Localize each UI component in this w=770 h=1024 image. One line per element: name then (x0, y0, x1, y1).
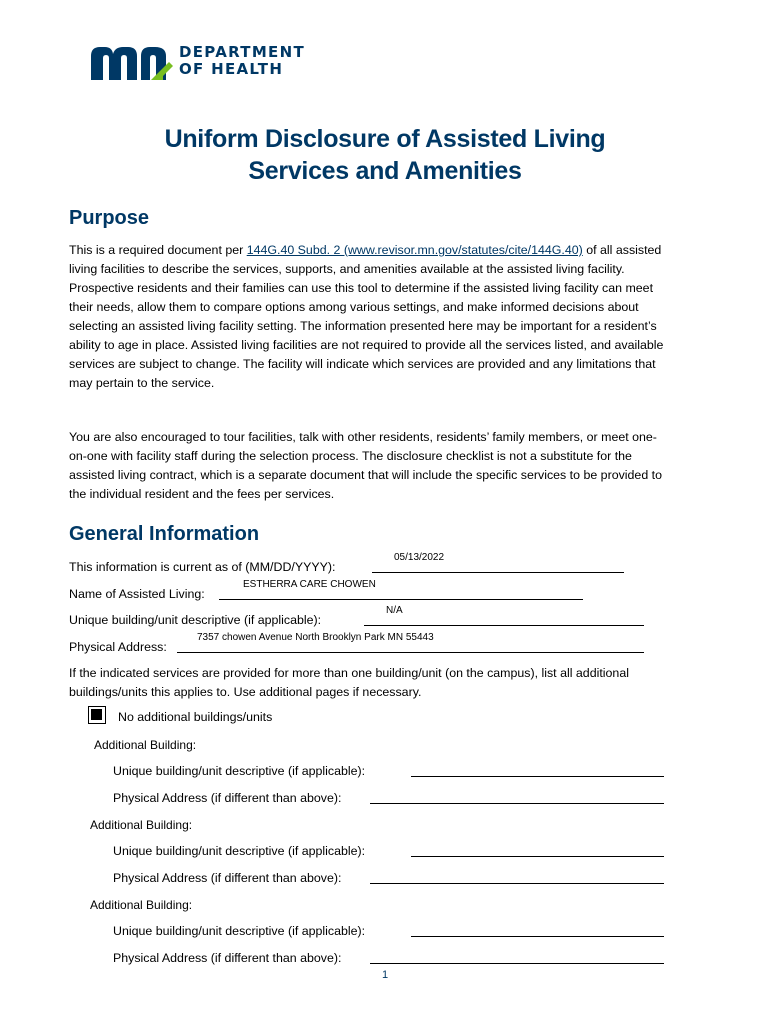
facility-name-label: Name of Assisted Living: (69, 587, 205, 601)
physical-address-line (177, 652, 644, 653)
title-line2: Services and Amenities (248, 157, 522, 185)
general-info-heading: General Information (69, 523, 260, 545)
no-additional-checkbox[interactable] (88, 706, 106, 724)
title-line1: Uniform Disclosure of Assisted Living (164, 125, 606, 153)
additional-unit-line[interactable] (411, 936, 664, 937)
additional-address-line[interactable] (370, 803, 664, 804)
unit-descriptive-field[interactable]: N/A (386, 605, 403, 616)
facility-name-field[interactable]: ESTHERRA CARE CHOWEN (243, 579, 376, 590)
current-as-of-line (372, 572, 624, 573)
additional-building-heading: Additional Building: (90, 898, 193, 912)
purpose-heading: Purpose (69, 207, 150, 229)
mn-logo-mark (91, 47, 166, 80)
purpose-paragraph-2: You are also encouraged to tour facilities, talk with other residents, residents’ family members, or meet one-on-one with facility staff during the selection process. The disclosure checklist is not a substitute for the assisted living contract, which is a separate document that will include the specific services to be provided to the individual resident and the fees per services. (69, 430, 662, 501)
additional-address-line[interactable] (370, 883, 664, 884)
additional-address-label: Physical Address (if different than above): (113, 871, 342, 885)
org-name (179, 44, 305, 78)
current-as-of-field[interactable]: 05/13/2022 (394, 552, 445, 563)
unit-descriptive-line (364, 625, 644, 626)
no-additional-label: No additional buildings/units (118, 710, 273, 724)
additional-building-heading: Additional Building: (94, 738, 197, 752)
purpose-paragraph-1 (69, 241, 664, 393)
additional-building-heading: Additional Building: (90, 818, 193, 832)
org-name-line2: OF HEALTH (179, 60, 284, 78)
physical-address-label: Physical Address: (69, 640, 167, 654)
additional-address-line[interactable] (370, 963, 664, 964)
additional-unit-label: Unique building/unit descriptive (if applicable): (113, 764, 366, 778)
additional-unit-label: Unique building/unit descriptive (if applicable): (113, 924, 366, 938)
facility-name-line (219, 599, 583, 600)
checkbox-checked-mark (91, 709, 102, 720)
current-as-of-label: This information is current as of (MM/DD/YYYY): (69, 560, 336, 574)
additional-unit-label: Unique building/unit descriptive (if applicable): (113, 844, 366, 858)
additional-address-label: Physical Address (if different than above): (113, 951, 342, 965)
physical-address-field[interactable]: 7357 chowen Avenue North Brooklyn Park MN 55443 (197, 632, 434, 643)
document-title (0, 123, 770, 187)
statute-link[interactable]: 144G.40 Subd. 2 (www.revisor.mn.gov/statutes/cite/144G.40) (246, 243, 583, 257)
unit-descriptive-label: Unique building/unit descriptive (if applicable): (69, 613, 322, 627)
additional-address-label: Physical Address (if different than above): (113, 791, 342, 805)
purpose-text-after-link: of all assisted living facilities to describe the services, supports, and amenities available at the assisted living facility. Prospective residents and their families can use this tool to determine if the assisted living facility can meet their needs, allow them to compare options among various settings, and make informed decisions about selecting an assisted living facility setting. The information presented here may be important for a resident’s ability to age in place. Assisted living facilities are not required to provide all the services listed, and available services are subject to change. The facility will indicate which services are provided and any limitations that may pertain to the service. (69, 243, 664, 390)
purpose-text-before-link: This is a required document per (69, 243, 247, 257)
additional-unit-line[interactable] (411, 856, 664, 857)
page-number: 1 (381, 969, 389, 981)
multi-building-note: If the indicated services are provided for more than one building/unit (on the campus), list all additional buildings/units this applies to. Use additional pages if necessary. (69, 666, 629, 699)
additional-unit-line[interactable] (411, 776, 664, 777)
org-name-line1: DEPARTMENT (179, 43, 305, 61)
